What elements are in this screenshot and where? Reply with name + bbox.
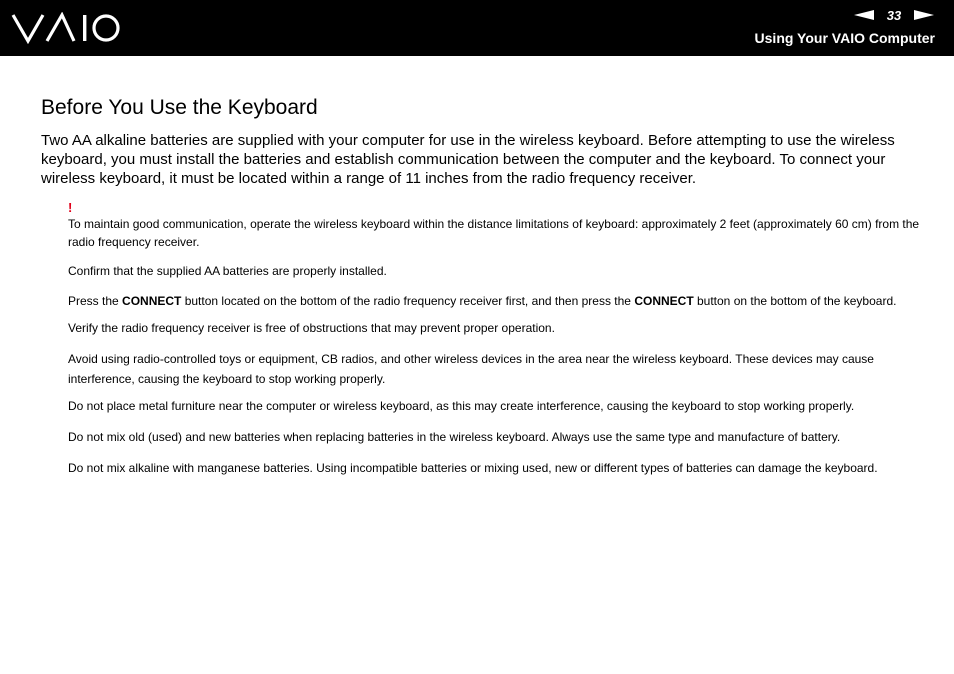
note-batteries-installed: Confirm that the supplied AA batteries are properly installed.: [68, 264, 387, 278]
triangle-left-icon[interactable]: [854, 10, 874, 20]
note-text: button on the bottom of the keyboard.: [693, 294, 897, 308]
note-mix-batteries: Do not mix old (used) and new batteries when replacing batteries in the wireless keyboard. Always use the same type and manufacture of battery.: [68, 430, 841, 444]
warning-mark: !: [68, 200, 73, 215]
page-navigation: [854, 7, 934, 23]
intro-paragraph: Two AA alkaline batteries are supplied with your computer for use in the wireless keyboard. Before attempting to use the wireless keyboard, you must install the batteries and establish communication between the computer and the keyboard. To connect your wireless keyboard, it must be located within a range of 11 inches from the radio frequency receiver.: [41, 132, 895, 187]
page-title: Before You Use the Keyboard: [41, 96, 318, 119]
connect-keyword: CONNECT: [122, 294, 182, 308]
note-wireless-devices: Avoid using radio-controlled toys or equipment, CB radios, and other wireless devices in the area near the wireless keyboard. These devices may cause interference, causing the keyboard to stop working properly.: [68, 352, 874, 386]
triangle-right-icon[interactable]: [914, 10, 934, 20]
section-title: Using Your VAIO Computer: [754, 30, 935, 46]
note-obstructions: Verify the radio frequency receiver is free of obstructions that may prevent proper operation.: [68, 321, 555, 335]
note-metal-furniture: Do not place metal furniture near the computer or wireless keyboard, as this may create interference, causing the keyboard to stop working properly.: [68, 399, 855, 413]
note-text: Press the: [68, 294, 123, 308]
note-battery-types: Do not mix alkaline with manganese batteries. Using incompatible batteries or mixing used, new or different types of batteries can damage the keyboard.: [68, 461, 878, 475]
note-connect-buttons: [68, 291, 926, 311]
page-number: 33: [886, 7, 902, 23]
note-distance: To maintain good communication, operate the wireless keyboard within the distance limitations of keyboard: approximately 2 feet (approximately 60 cm) from the radio frequency receiver.: [68, 217, 920, 249]
notes-section: [68, 201, 926, 478]
connect-keyword: CONNECT: [634, 294, 694, 308]
vaio-logo: [11, 12, 121, 44]
note-text: button located on the bottom of the radio frequency receiver first, and then press the: [181, 294, 635, 308]
page-header: [0, 0, 954, 56]
